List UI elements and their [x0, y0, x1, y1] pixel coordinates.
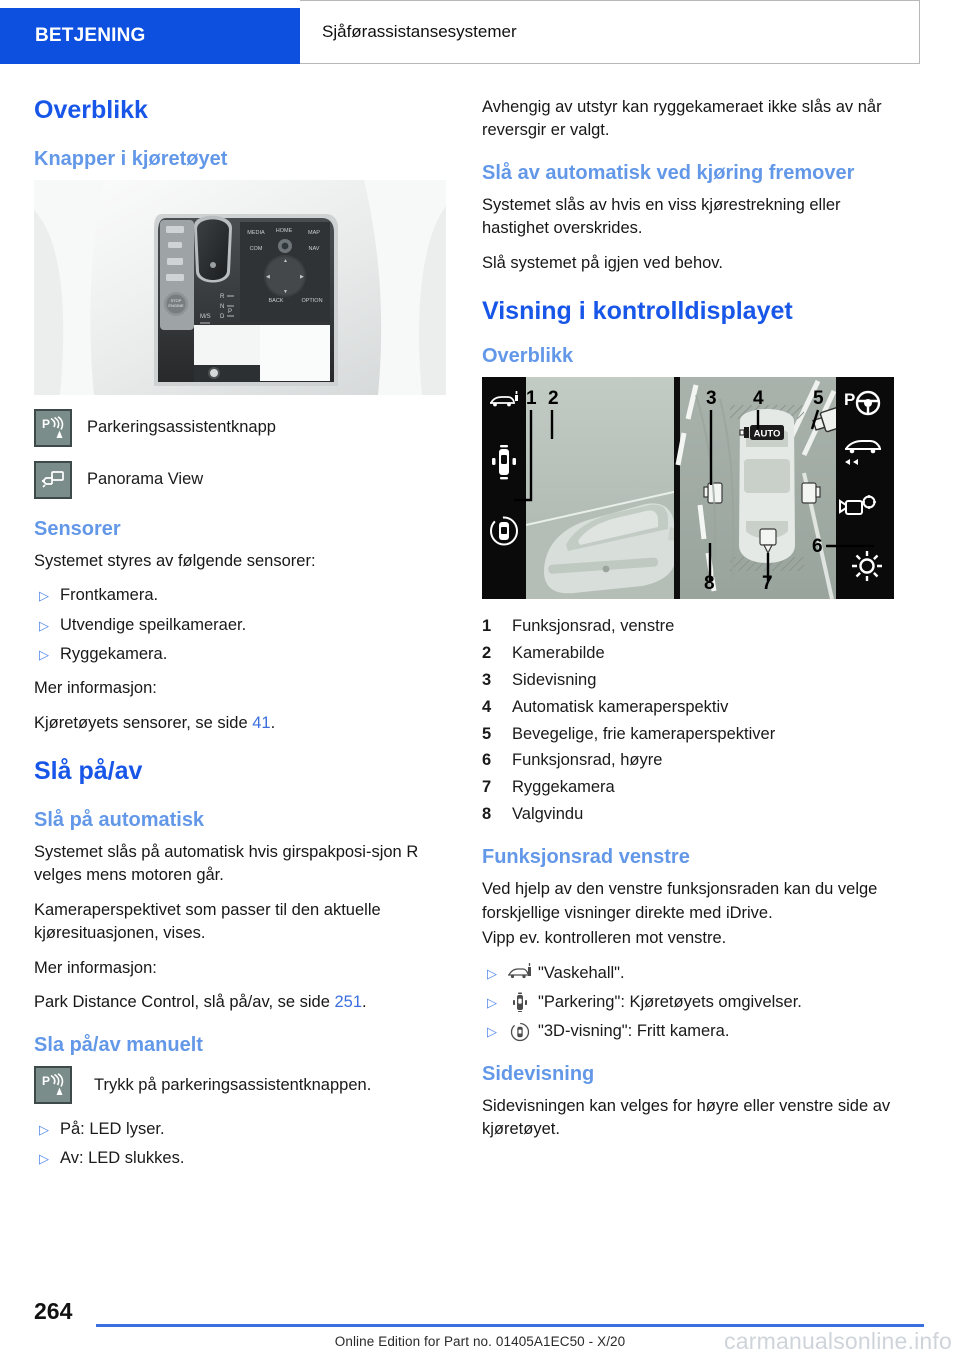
page-header	[0, 8, 960, 64]
triangle-bullet-icon: ▷	[39, 588, 49, 604]
right-column	[482, 96, 894, 1153]
triangle-bullet-icon: ▷	[487, 994, 497, 1010]
legend-number: 8	[482, 805, 492, 824]
svg-text:P: P	[42, 416, 51, 431]
svg-text:1: 1	[526, 387, 537, 409]
cross-ref-text-1: Kjøretøyets sensorer, se side	[34, 713, 253, 732]
heading-on-off: Slå på/av	[34, 757, 143, 786]
sensor-item-label: Frontkamera.	[60, 586, 159, 605]
section-tab[interactable]: BETJENING	[0, 8, 300, 64]
legend-number: 7	[482, 778, 492, 797]
svg-text:M/S: M/S	[200, 313, 211, 320]
page-footer	[0, 1282, 960, 1362]
triangle-bullet-icon: ▷	[39, 617, 49, 633]
function-row-paragraph-1: Ved hjelp av den venstre funksjonsraden kan du velge forskjellige visninger direkte med iDrive.	[482, 880, 878, 922]
cross-reference-1	[34, 712, 446, 735]
svg-text:▶: ▶	[300, 273, 304, 280]
car-wash-icon	[508, 962, 538, 985]
function-row-option-label: "Vaskehall".	[538, 963, 625, 982]
legend-number: 5	[482, 724, 492, 743]
cross-reference-2	[34, 991, 446, 1014]
side-view-paragraph: Sidevisningen kan velges for høyre eller venstre side av kjøretøyet.	[482, 1096, 891, 1139]
triangle-bullet-icon: ▷	[487, 1024, 497, 1040]
3d-view-icon	[508, 1020, 538, 1043]
page-link-41[interactable]: 41	[252, 713, 271, 732]
svg-text:ENGINE: ENGINE	[168, 302, 184, 308]
triangle-bullet-icon: ▷	[39, 1121, 49, 1137]
svg-text:COM: COM	[249, 245, 263, 252]
button-label-panorama-view: Panorama View	[87, 469, 204, 488]
page-number: 264	[34, 1298, 73, 1324]
legend-label: Funksjonsrad, venstre	[512, 616, 675, 635]
svg-text:▼: ▼	[283, 288, 288, 295]
auto-off-paragraph-1: Systemet slås av hvis en viss kjørestrekning eller hastighet overskrides.	[482, 195, 841, 238]
legend-label: Sidevisning	[512, 670, 597, 689]
list-item	[482, 723, 894, 747]
list-item[interactable]	[482, 1020, 894, 1043]
function-row-paragraph-2: Vipp ev. kontrolleren mot venstre.	[482, 929, 727, 948]
legend-number: 3	[482, 670, 492, 689]
svg-text:D: D	[220, 313, 225, 320]
button-label-parking-assistant: Parkeringsassistentknapp	[87, 417, 276, 436]
manual-instruction-row	[34, 1066, 446, 1104]
legend-number: 2	[482, 643, 492, 662]
panorama-view-icon	[34, 461, 72, 499]
svg-text:AUTO: AUTO	[753, 428, 781, 440]
triangle-bullet-icon: ▷	[39, 647, 49, 663]
svg-text:STOP: STOP	[170, 297, 182, 303]
svg-text:BACK: BACK	[268, 297, 284, 304]
intro-paragraph: Avhengig av utstyr kan ryggekameraet ikke slås av når reversgir er valgt.	[482, 98, 882, 140]
svg-text:◀: ◀	[266, 273, 270, 280]
list-item	[34, 643, 446, 666]
list-item	[482, 615, 894, 639]
triangle-bullet-icon: ▷	[487, 965, 497, 981]
legend-label: Ryggekamera	[512, 778, 615, 797]
cross-ref-end-1: .	[270, 713, 276, 732]
led-on-label: På: LED lyser.	[60, 1119, 165, 1138]
heading-function-row-left: Funksjonsrad venstre	[482, 846, 690, 869]
svg-text:HOME: HOME	[275, 227, 293, 234]
svg-text:MAP: MAP	[308, 229, 320, 236]
page-title: Overblikk	[34, 96, 148, 124]
legend-label: Funksjonsrad, høyre	[512, 751, 663, 770]
auto-off-paragraph-2: Slå systemet på igjen ved behov.	[482, 253, 723, 272]
legend-number: 4	[482, 697, 492, 716]
svg-text:7: 7	[762, 572, 773, 594]
function-row-options	[482, 962, 894, 1044]
control-display-illustration	[482, 377, 894, 599]
footer-note: Online Edition for Part no. 01405A1EC50 - X/20	[334, 1334, 626, 1349]
svg-text:5: 5	[813, 387, 824, 409]
sensors-intro: Systemet styres av følgende sensorer:	[34, 551, 316, 570]
heading-buttons-in-vehicle: Knapper i kjøretøyet	[34, 147, 228, 170]
svg-text:P: P	[844, 389, 856, 409]
legend-label: Valgvindu	[512, 805, 584, 824]
sensor-list	[34, 584, 446, 666]
svg-text:4: 4	[753, 387, 764, 409]
parking-surroundings-icon	[508, 991, 538, 1014]
heading-manual-on-off: Sla på/av manuelt	[34, 1033, 203, 1056]
triangle-bullet-icon: ▷	[39, 1150, 49, 1166]
list-item	[482, 642, 894, 666]
svg-text:3: 3	[706, 387, 717, 409]
function-row-option-label: "Parkering": Kjøretøyets omgivelser.	[538, 992, 802, 1011]
legend-number: 6	[482, 751, 492, 770]
function-row-option-label: "3D-visning": Fritt kamera.	[538, 1022, 730, 1041]
list-item[interactable]	[482, 962, 894, 985]
svg-text:R: R	[220, 293, 225, 300]
heading-overview: Overblikk	[482, 344, 574, 367]
cross-ref-text-2: Park Distance Control, slå på/av, se side	[34, 993, 335, 1012]
legend-label: Automatisk kameraperspektiv	[512, 697, 729, 716]
heading-side-view: Sidevisning	[482, 1062, 595, 1085]
svg-text:MEDIA: MEDIA	[247, 229, 265, 236]
chapter-title: Sjåførassistansesystemer	[300, 0, 920, 64]
sensor-item-label: Ryggekamera.	[60, 645, 168, 664]
list-item	[482, 803, 894, 827]
heading-sensors: Sensorer	[34, 517, 121, 540]
watermark: carmanualsonline.info	[724, 1328, 952, 1354]
sensor-item-label: Utvendige speilkameraer.	[60, 615, 247, 634]
legend-label: Bevegelige, frie kameraperspektiver	[512, 724, 776, 743]
page-link-251[interactable]: 251	[334, 993, 363, 1012]
heading-display: Visning i kontrolldisplayet	[482, 297, 793, 326]
list-item	[34, 1118, 446, 1141]
list-item[interactable]	[482, 991, 894, 1014]
display-legend	[482, 615, 894, 827]
left-column	[34, 96, 446, 1181]
footer-rule	[96, 1324, 924, 1327]
svg-text:▲: ▲	[283, 257, 288, 264]
manual-led-list	[34, 1118, 446, 1171]
legend-number: 1	[482, 616, 492, 635]
list-item	[482, 776, 894, 800]
list-item	[482, 669, 894, 693]
more-info-label-1: Mer informasjon:	[34, 679, 157, 698]
svg-text:OPTION: OPTION	[301, 297, 323, 304]
manual-instruction-label: Trykk på parkeringsassistentknappen.	[94, 1075, 372, 1094]
parking-assistant-icon	[34, 409, 72, 447]
heading-auto-off: Slå av automatisk ved kjøring fremover	[482, 161, 855, 184]
auto-on-paragraph-1: Systemet slås på automatisk hvis girspakposi-sjon R velges mens motoren går.	[34, 843, 419, 885]
svg-text:NAV: NAV	[308, 245, 320, 252]
svg-text:N: N	[220, 303, 225, 310]
button-row-panorama-view	[34, 461, 446, 499]
list-item	[34, 584, 446, 607]
list-item	[34, 614, 446, 637]
svg-text:6: 6	[812, 535, 823, 557]
svg-text:8: 8	[704, 572, 715, 594]
list-item	[34, 1147, 446, 1170]
auto-on-paragraph-2: Kameraperspektivet som passer til den aktuelle kjøresituasjonen, vises.	[34, 900, 381, 943]
legend-label: Kamerabilde	[512, 643, 605, 662]
more-info-label-2: Mer informasjon:	[34, 958, 157, 977]
parking-assistant-icon	[34, 1066, 72, 1104]
button-row-parking-assistant	[34, 409, 446, 447]
cross-ref-end-2: .	[362, 993, 367, 1012]
list-item	[482, 749, 894, 773]
center-console-photo	[34, 180, 446, 395]
list-item	[482, 696, 894, 720]
svg-text:2: 2	[548, 387, 559, 409]
svg-text:P: P	[42, 1073, 51, 1088]
heading-auto-on: Slå på automatisk	[34, 809, 205, 832]
svg-text:P: P	[228, 308, 233, 315]
led-off-label: Av: LED slukkes.	[60, 1148, 185, 1167]
